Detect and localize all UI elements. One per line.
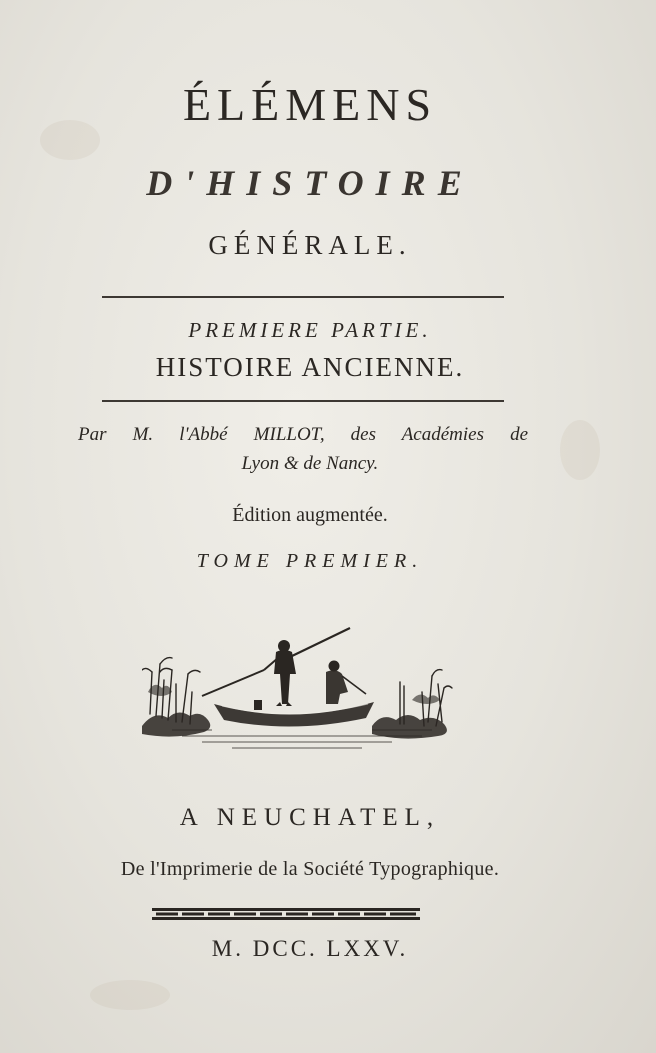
author-line-1: Par M. l'Abbé MILLOT, des Académies de: [78, 424, 528, 445]
part-label: PREMIERE PARTIE.: [188, 318, 432, 342]
imprint-city: A NEUCHATEL,: [179, 804, 441, 831]
edition-note: Édition augmentée.: [232, 504, 388, 526]
divider-rule-bottom: [102, 400, 504, 402]
part-title: HISTOIRE ANCIENNE.: [155, 352, 465, 382]
paper-stain: [90, 980, 170, 1010]
title-line-1: ÉLÉMENS: [182, 79, 438, 130]
boat-with-two-figures-icon: [142, 622, 454, 752]
imprint-printer: De l'Imprimerie de la Société Typographique.: [120, 858, 500, 880]
ornamental-rule: [152, 908, 420, 920]
title-line-2: D'HISTOIRE: [146, 163, 474, 203]
imprint-year: M. DCC. LXXV.: [211, 936, 409, 961]
volume-label: TOME PREMIER.: [196, 550, 424, 572]
author-line-2: Lyon & de Nancy.: [241, 453, 379, 474]
title-line-3: GÉNÉRALE.: [208, 230, 412, 260]
divider-rule-top: [102, 296, 504, 298]
